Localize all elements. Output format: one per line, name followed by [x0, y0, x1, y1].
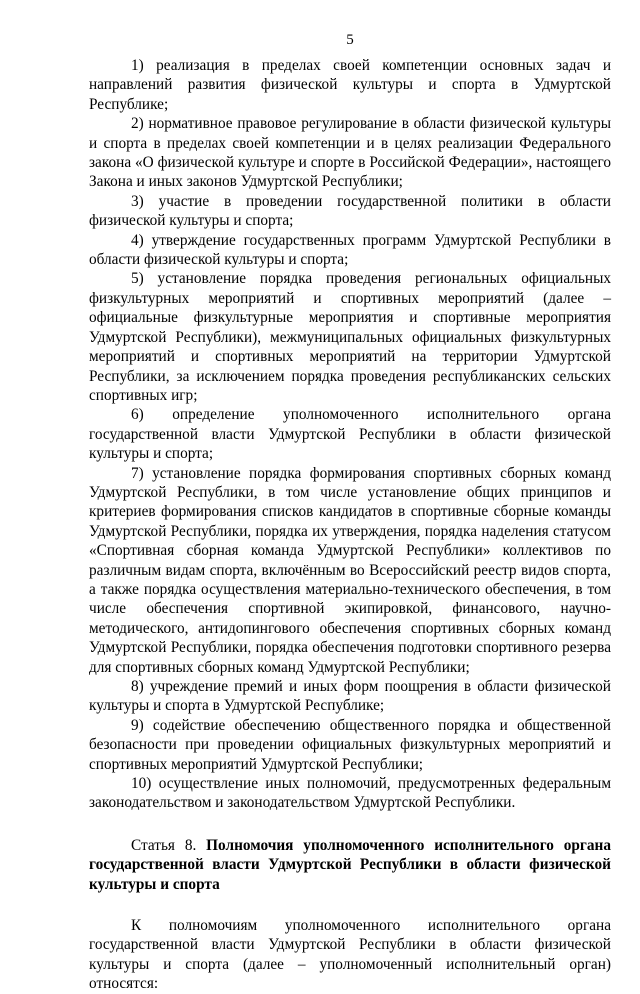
- list-item: 6) определение уполномоченного исполнительного органа государственной власти Удмуртской Республики в области физической культуры и спорта;: [89, 406, 611, 463]
- list-item: 3) участие в проведении государственной политики в области физической культуры и спорта;: [89, 192, 611, 230]
- list-item: 4) утверждение государственных программ Удмуртской Республики в области физической культуры и спорта;: [89, 231, 611, 269]
- powers-list: [89, 56, 611, 813]
- list-item: 2) нормативное правовое регулирование в области физической культуры и спорта в пределах своей компетенции и в целях реализации Федерального закона «О физической культуре и спорте в Российской Федерации», настоящего Закона и иных законов Удмуртской Республики;: [89, 115, 611, 191]
- list-item: 7) установление порядка формирования спортивных сборных команд Удмуртской Республики, в том числе установление общих принципов и критериев формирования списков кандидатов в спортивные сборные команды Удмуртской Республики, порядка их утверждения, порядка наделения статусом «Спортивная сборная команда Удмуртской Республики» коллективов по различным видам спорта, включённым во Всероссийский реестр видов спорта, а также порядка осуществления материально-технического обеспечения, в том числе обеспечения спортивной экипировкой, финансового, научно-методического, антидопингового обеспечения спортивных сборных команд Удмуртской Республики, порядка обеспечения подготовки спортивного резерва для спортивных сборных команд Удмуртской Республики;: [89, 464, 611, 676]
- document-page: [89, 30, 611, 994]
- page-number: 5: [346, 32, 354, 48]
- list-item: 5) установление порядка проведения региональных официальных физкультурных мероприятий и спортивных мероприятий (далее – официальные физкультурные мероприятия и спортивные мероприятия Удмуртской Республики), межмуниципальных официальных физкультурных мероприятий и спортивных мероприятий на территории Удмуртской Республики, за исключением порядка проведения республиканских сельских спортивных игр;: [89, 270, 611, 404]
- article-heading: [89, 836, 611, 894]
- list-item: 1) реализация в пределах своей компетенции основных задач и направлений развития физической культуры и спорта в Удмуртской Республике;: [89, 57, 611, 113]
- article-intro-rest: государственной власти Удмуртской Республики в области физической культуры и спорта (далее – уполномоченный исполнительный орган) относятся:: [89, 936, 611, 993]
- list-item: 8) учреждение премий и иных форм поощрения в области физической культуры и спорта в Удмуртской Республике;: [89, 678, 611, 715]
- article-intro-first-line: К полномочиям уполномоченного исполнительного органа: [131, 917, 611, 935]
- article-title: Полномочия уполномоченного исполнительного органа государственной власти Удмуртской Республики в области физической культуры и спорта: [89, 836, 611, 893]
- list-item: 9) содействие обеспечению общественного порядка и общественной безопасности при проведении официальных физкультурных мероприятий и спортивных мероприятий Удмуртской Республики;: [89, 716, 611, 773]
- article-label: Статья 8.: [131, 836, 197, 854]
- list-item: 10) осуществление иных полномочий, предусмотренных федеральным законодательством и законодательством Удмуртской Республики.: [89, 775, 611, 812]
